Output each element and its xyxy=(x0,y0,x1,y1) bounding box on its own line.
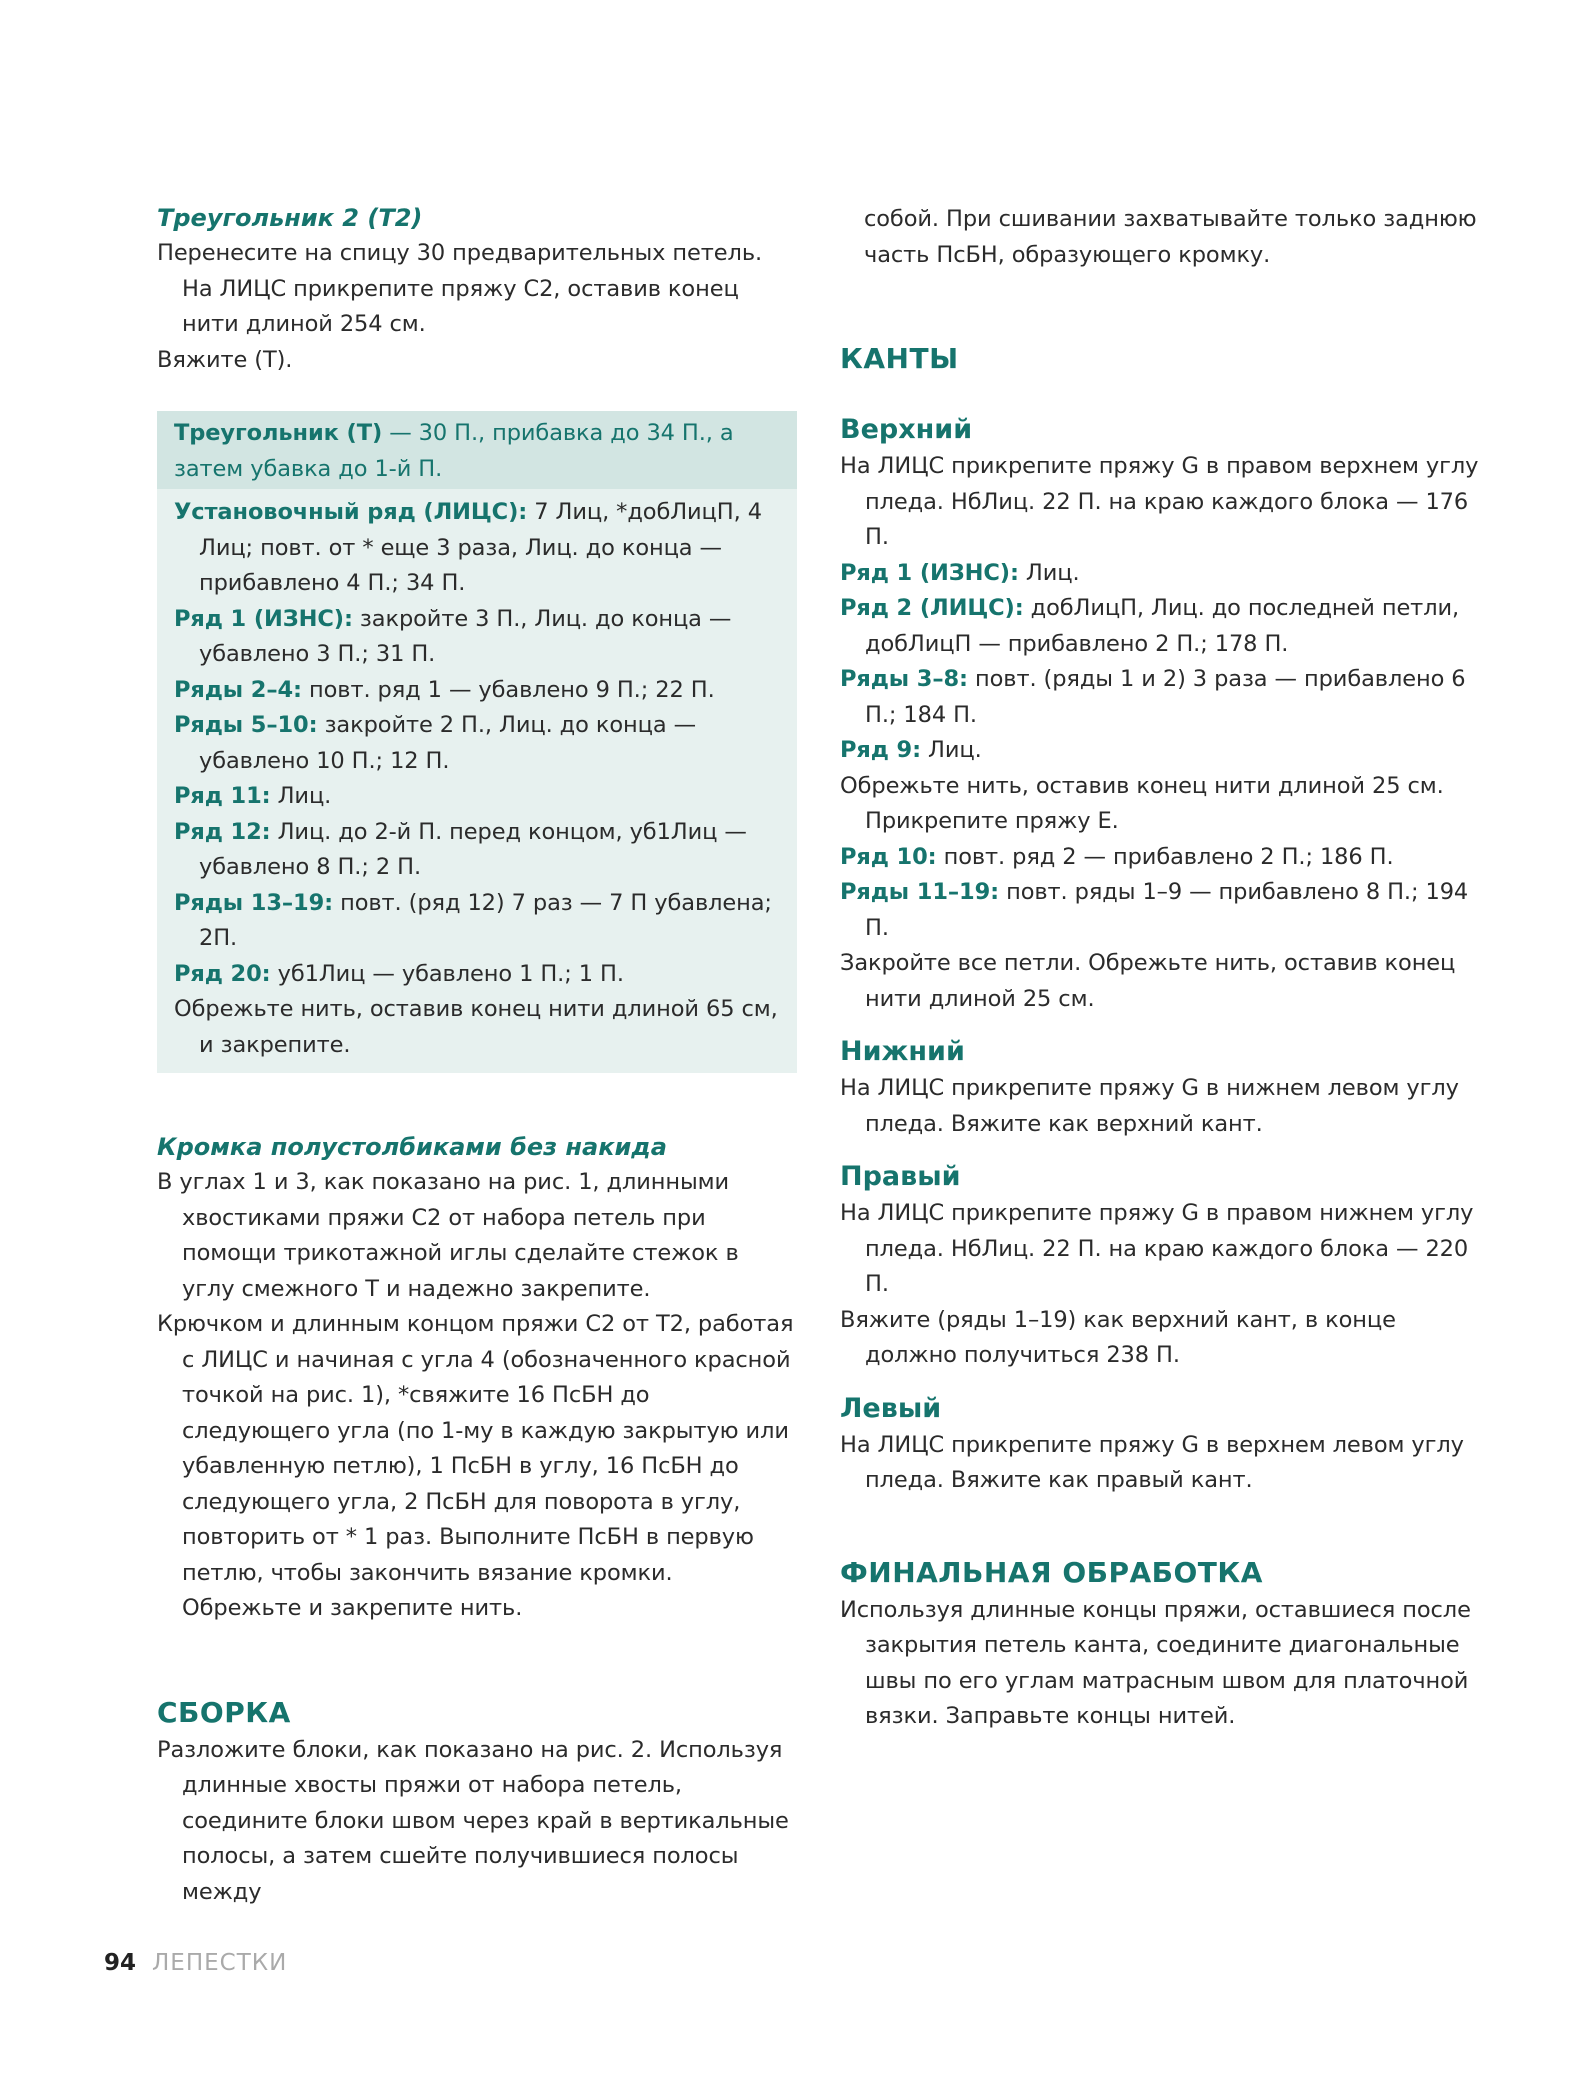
row-label: Ряды 3–8: xyxy=(840,666,968,692)
left-column xyxy=(157,200,797,1910)
row-label: Ряд 1 (ИЗНС): xyxy=(174,605,353,632)
row-label: Ряды 13–19: xyxy=(174,889,334,916)
row-text: Обрежьте нить, оставив конец нити длиной 25 см. Прикрепите пряжу Е. xyxy=(840,772,1444,834)
right-border-heading: Правый xyxy=(840,1161,961,1192)
row-text: добЛицП, Лиц. до последней петли, добЛицП — прибавлено 2 П.; 178 П. xyxy=(865,595,1460,657)
box-header-bold: Треугольник (Т) xyxy=(174,420,383,446)
row-text: повт. (ряд 12) 7 раз — 7 П убавлена; 2П. xyxy=(199,889,772,951)
row-text: Лиц. до 2-й П. перед концом, уб1Лиц — убавлено 8 П.; 2 П. xyxy=(199,818,747,880)
t2-line: Вяжите (Т). xyxy=(157,346,293,373)
pattern-row xyxy=(174,957,780,993)
row-label: Ряд 1 (ИЗНС): xyxy=(840,559,1019,586)
row-text: Обрежьте нить, оставив конец нити длиной 65 см, и закрепите. xyxy=(174,996,778,1058)
right-border-line: На ЛИЦС прикрепите пряжу G в правом нижнем углу пледа. НбЛиц. 22 П. на краю каждого блока — 220 П. xyxy=(840,1200,1474,1297)
row-text: Лиц. xyxy=(1018,559,1080,586)
top-border-line xyxy=(840,733,1480,769)
pattern-row xyxy=(174,886,780,957)
top-border-line xyxy=(840,875,1480,946)
finish-heading: ФИНАЛЬНАЯ ОБРАБОТКА xyxy=(840,1555,1263,1589)
edge-heading: Кромка полустолбиками без накида xyxy=(157,1133,667,1161)
top-border-line xyxy=(840,769,1480,840)
t2-line: Перенесите на спицу 30 предварительных петель. xyxy=(157,240,763,266)
row-text: Лиц. xyxy=(270,783,332,809)
top-border-heading: Верхний xyxy=(840,414,973,445)
row-label: Ряд 9: xyxy=(840,737,921,763)
bottom-border-heading: Нижний xyxy=(840,1036,965,1067)
row-text: 7 Лиц, *добЛицП, 4 Лиц; повт. от * еще 3 раза, Лиц. до конца — прибавлено 4 П.; 34 П. xyxy=(199,499,762,596)
assembly-heading: СБОРКА xyxy=(157,1695,291,1729)
row-label: Ряд 10: xyxy=(840,843,937,870)
running-head: ЛЕПЕСТКИ xyxy=(152,1950,288,1976)
row-text: повт. ряд 1 — убавлено 9 П.; 22 П. xyxy=(301,676,715,703)
top-border-line xyxy=(840,556,1480,592)
row-text: уб1Лиц — убавлено 1 П.; 1 П. xyxy=(270,960,624,987)
right-border-line: Вяжите (ряды 1–19) как верхний кант, в конце должно получиться 238 П. xyxy=(840,1306,1396,1368)
row-label: Ряд 11: xyxy=(174,783,271,809)
row-text: повт. ряд 2 — прибавлено 2 П.; 186 П. xyxy=(936,843,1394,870)
top-border-line xyxy=(840,449,1480,556)
pattern-row xyxy=(174,815,780,886)
box-header-text xyxy=(174,416,780,487)
row-text: закройте 3 П., Лиц. до конца — убавлено 3 П.; 31 П. xyxy=(199,605,732,667)
row-text: Закройте все петли. Обрежьте нить, оставив конец нити длиной 25 см. xyxy=(840,950,1456,1012)
right-column xyxy=(840,202,1480,1735)
borders-heading: КАНТЫ xyxy=(840,342,959,375)
page-number: 94 xyxy=(104,1950,137,1976)
row-label: Ряд 2 (ЛИЦС): xyxy=(840,595,1024,621)
row-label: Ряд 12: xyxy=(174,818,271,845)
row-text: повт. (ряды 1 и 2) 3 раза — прибавлено 6 П.; 184 П. xyxy=(865,666,1466,728)
row-label: Установочный ряд (ЛИЦС): xyxy=(174,499,528,525)
triangle-pattern-rows xyxy=(157,489,797,1063)
pattern-row xyxy=(174,708,780,779)
triangle-pattern-header xyxy=(157,411,797,489)
t2-line: На ЛИЦС прикрепите пряжу С2, оставив конец нити длиной 254 см. xyxy=(182,275,739,337)
row-text: На ЛИЦС прикрепите пряжу G в правом верхнем углу пледа. НбЛиц. 22 П. на краю каждого блока — 176 П. xyxy=(840,453,1479,550)
row-label: Ряды 5–10: xyxy=(174,712,318,738)
pattern-row xyxy=(174,602,780,673)
assembly-text: Разложите блоки, как показано на рис. 2. Используя длинные хвосты пряжи от набора петель, соедините блоки швом через край в вертикальные полосы, а затем сшейте получившиеся полосы между xyxy=(157,1736,789,1905)
pattern-row xyxy=(174,673,780,709)
left-border-heading: Левый xyxy=(840,1392,942,1424)
box-header-rest: — 30 П., прибавка до 34 П., а затем убавка до 1-й П. xyxy=(174,420,734,482)
edge-paragraph: Крючком и длинным концом пряжи С2 от Т2, работая с ЛИЦС и начиная с угла 4 (обозначенного красной точкой на рис. 1), *свяжите 16 ПсБН до следующего угла (по 1-му в каждую закрытую или убавленную петлю), 1 ПсБН в углу, 16 ПсБН до следующего угла, 2 ПсБН для поворота в углу, повторить от * 1 раз. Выполните ПсБН в первую петлю, чтобы закончить вязание кромки. Обрежьте и закрепите нить. xyxy=(157,1311,794,1621)
triangle-pattern-box xyxy=(157,411,797,1073)
row-label: Ряды 2–4: xyxy=(174,676,302,703)
row-label: Ряд 20: xyxy=(174,960,271,987)
pattern-row xyxy=(174,779,780,815)
top-border-line xyxy=(840,946,1480,1017)
pattern-row xyxy=(174,992,780,1063)
assembly-continued: собой. При сшивании захватывайте только заднюю часть ПсБН, образующего кромку. xyxy=(864,206,1477,268)
row-text: повт. ряды 1–9 — прибавлено 8 П.; 194 П. xyxy=(865,879,1469,941)
t2-heading: Треугольник 2 (Т2) xyxy=(157,204,423,232)
top-border-line xyxy=(840,591,1480,662)
row-label: Ряды 11–19: xyxy=(840,879,1000,905)
bottom-border-text: На ЛИЦС прикрепите пряжу G в нижнем левом углу пледа. Вяжите как верхний кант. xyxy=(840,1075,1459,1137)
row-text: Лиц. xyxy=(921,737,982,763)
row-text: закройте 2 П., Лиц. до конца — убавлено 10 П.; 12 П. xyxy=(199,712,696,774)
finish-text: Используя длинные концы пряжи, оставшиеся после закрытия петель канта, соедините диагональные швы по его углам матрасным швом для платочной вязки. Заправьте концы нитей. xyxy=(840,1596,1471,1729)
page-footer xyxy=(104,1948,287,1978)
edge-paragraph: В углах 1 и 3, как показано на рис. 1, длинными хвостиками пряжи С2 от набора петель при помощи трикотажной иглы сделайте стежок в углу смежного Т и надежно закрепите. xyxy=(157,1169,739,1302)
left-border-text: На ЛИЦС прикрепите пряжу G в верхнем левом углу пледа. Вяжите как правый кант. xyxy=(840,1431,1464,1493)
pattern-row xyxy=(174,495,780,602)
top-border-line xyxy=(840,662,1480,733)
top-border-line xyxy=(840,840,1480,876)
